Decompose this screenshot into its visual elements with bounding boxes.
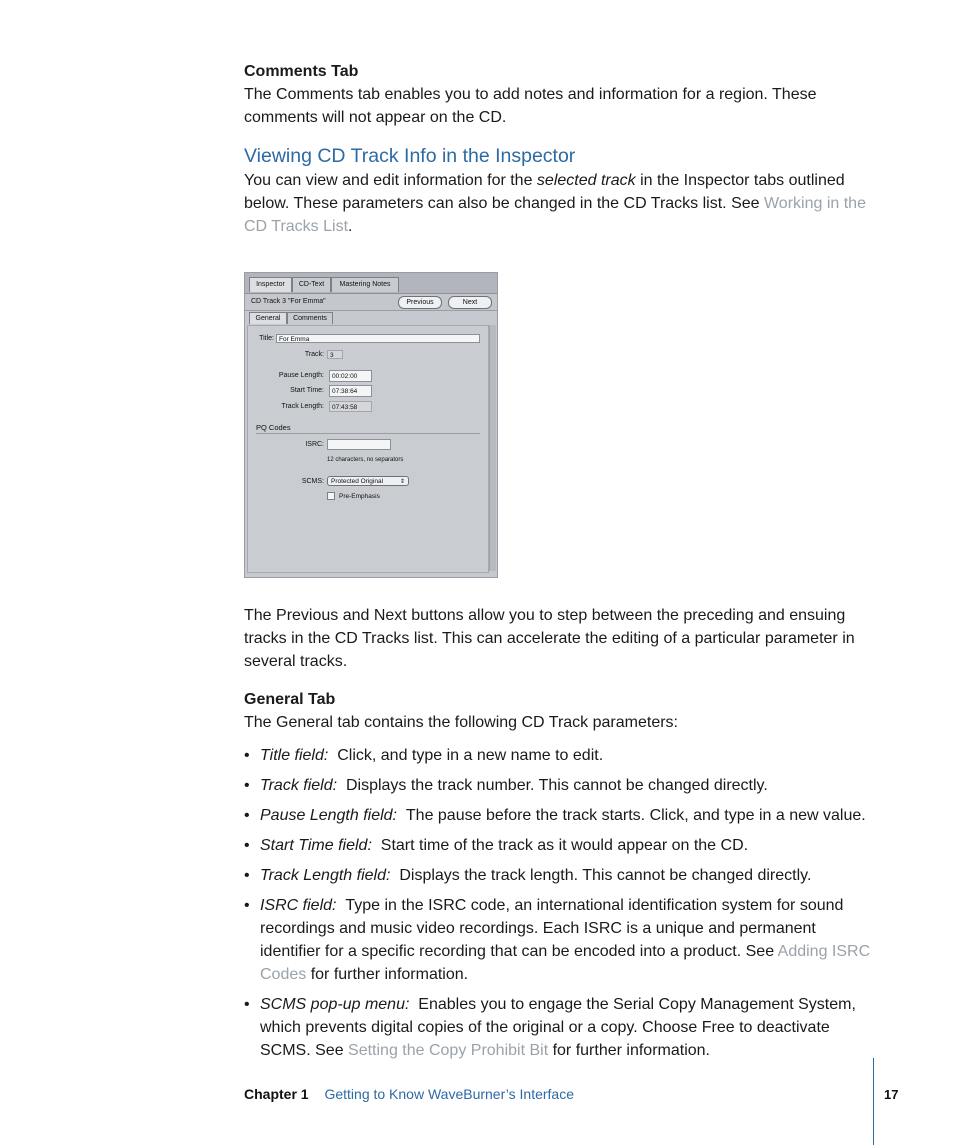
- page-number: 17: [884, 1087, 899, 1102]
- parameter-description: Displays the track length. This cannot be changed directly.: [399, 867, 812, 884]
- parameter-description-end: for further information.: [548, 1042, 710, 1059]
- track-field-label: Track:: [304, 351, 324, 358]
- section-heading: Viewing CD Track Info in the Inspector: [244, 145, 576, 167]
- parameter-term: Track field:: [260, 777, 338, 794]
- scms-popup-value: Protected Original: [331, 478, 384, 485]
- intro-period: .: [348, 218, 353, 235]
- parameter-term: Track Length field:: [260, 867, 391, 884]
- title-label: Title:: [259, 335, 274, 342]
- pre-emphasis-label: Pre-Emphasis: [339, 493, 380, 500]
- bullet-glyph: •: [244, 837, 250, 854]
- parameter-list-item: [244, 774, 876, 797]
- pq-codes-heading: PQ Codes: [256, 423, 291, 432]
- intro-emphasis: selected track: [536, 172, 636, 189]
- isrc-label: ISRC:: [305, 441, 324, 448]
- parameter-list-item: [244, 993, 876, 1062]
- general-tab-heading: General Tab: [244, 691, 336, 708]
- previous-next-body: The Previous and Next buttons allow you to step between the preceding and ensuing tracks in the CD Tracks list. This can accelerate the editing of a particular parameter in several tracks.: [244, 607, 855, 670]
- track-label: CD Track 3 "For Emma": [251, 298, 326, 305]
- parameter-description-end: for further information.: [306, 966, 469, 983]
- title-field[interactable]: For Emma: [276, 334, 480, 343]
- start-time-label: Start Time:: [290, 387, 324, 394]
- parameter-list-item: [244, 864, 876, 887]
- parameter-term: SCMS pop-up menu:: [260, 996, 410, 1013]
- cross-reference-link[interactable]: Adding ISRC Codes: [260, 943, 871, 983]
- document-page: [244, 60, 876, 1069]
- parameter-list-item: [244, 834, 876, 857]
- footer-chapter-title[interactable]: Getting to Know WaveBurner’s Interface: [324, 1086, 575, 1102]
- track-length-label: Track Length:: [281, 403, 324, 410]
- parameter-description: Displays the track number. This cannot be changed directly.: [345, 777, 768, 794]
- previous-button[interactable]: Previous: [398, 296, 442, 309]
- track-field: 3: [327, 350, 343, 359]
- bullet-glyph: •: [244, 807, 250, 824]
- tab-mastering-notes[interactable]: Mastering Notes: [331, 277, 399, 292]
- parameter-list-item: [244, 804, 876, 827]
- pre-emphasis-checkbox[interactable]: [327, 492, 335, 500]
- parameter-description: The pause before the track starts. Click, and type in a new value.: [405, 807, 866, 824]
- inspector-tab-bar: [245, 273, 497, 294]
- isrc-field[interactable]: [327, 439, 391, 450]
- next-button[interactable]: Next: [448, 296, 492, 309]
- subtab-comments[interactable]: Comments: [287, 312, 333, 324]
- start-time-field[interactable]: 07:38:64: [329, 385, 372, 397]
- parameter-term: Pause Length field:: [260, 807, 397, 824]
- footer-divider: [873, 1058, 874, 1145]
- track-length-field: 07:43:58: [329, 401, 372, 412]
- panel-scrollbar[interactable]: [489, 325, 496, 571]
- parameter-term: Title field:: [260, 747, 329, 764]
- parameter-list-item: [244, 894, 876, 986]
- intro-text-2: in the Inspector tabs outlined below. These parameters can also be changed in the CD Tracks list. See: [244, 172, 845, 212]
- parameter-description: Enables you to engage the Serial Copy Management System, which prevents digital copies of the original or a copy. Choose Free to deactivate SCMS. See: [260, 996, 856, 1059]
- bullet-glyph: •: [244, 867, 250, 884]
- tab-inspector[interactable]: Inspector: [249, 277, 292, 292]
- scms-label: SCMS:: [301, 478, 324, 485]
- scms-popup[interactable]: [327, 476, 409, 486]
- pause-length-field[interactable]: 00:02:00: [329, 370, 372, 382]
- parameter-list: [244, 744, 876, 1062]
- popup-arrows-icon: ⇕: [399, 479, 405, 485]
- comments-tab-heading: Comments Tab: [244, 63, 359, 80]
- inspector-subtabs: [245, 311, 497, 325]
- bullet-glyph: •: [244, 777, 250, 794]
- bullet-glyph: •: [244, 996, 250, 1013]
- parameter-list-item: [244, 744, 876, 767]
- pq-codes-divider: [256, 433, 480, 434]
- bullet-glyph: •: [244, 897, 250, 914]
- parameter-description: Type in the ISRC code, an international identification system for sound recordings and music video recordings. Each ISRC is a unique and permanent identifier for a specific recording that can be encoded into a product. See: [260, 897, 844, 960]
- isrc-hint: 12 characters, no separators: [327, 457, 404, 463]
- working-in-cd-tracks-list-link[interactable]: Working in the CD Tracks List: [244, 195, 866, 235]
- parameter-term: ISRC field:: [260, 897, 337, 914]
- bullet-glyph: •: [244, 747, 250, 764]
- general-panel: [247, 325, 489, 573]
- parameter-description: Start time of the track as it would appear on the CD.: [380, 837, 749, 854]
- cross-reference-link[interactable]: Setting the Copy Prohibit Bit: [348, 1042, 549, 1059]
- subtab-general[interactable]: General: [249, 312, 287, 324]
- parameter-term: Start Time field:: [260, 837, 372, 854]
- pause-length-label: Pause Length:: [278, 372, 324, 379]
- section-intro: [244, 169, 876, 238]
- footer-chapter: Chapter 1: [244, 1086, 309, 1102]
- parameter-description: Click, and type in a new name to edit.: [337, 747, 604, 764]
- footer: [244, 1086, 574, 1102]
- inspector-figure: [244, 272, 498, 578]
- intro-text: You can view and edit information for the: [244, 172, 537, 189]
- tab-cd-text[interactable]: CD-Text: [292, 277, 331, 292]
- general-tab-intro: The General tab contains the following CD Track parameters:: [244, 714, 678, 731]
- comments-tab-body: The Comments tab enables you to add notes and information for a region. These comments will not appear on the CD.: [244, 86, 817, 126]
